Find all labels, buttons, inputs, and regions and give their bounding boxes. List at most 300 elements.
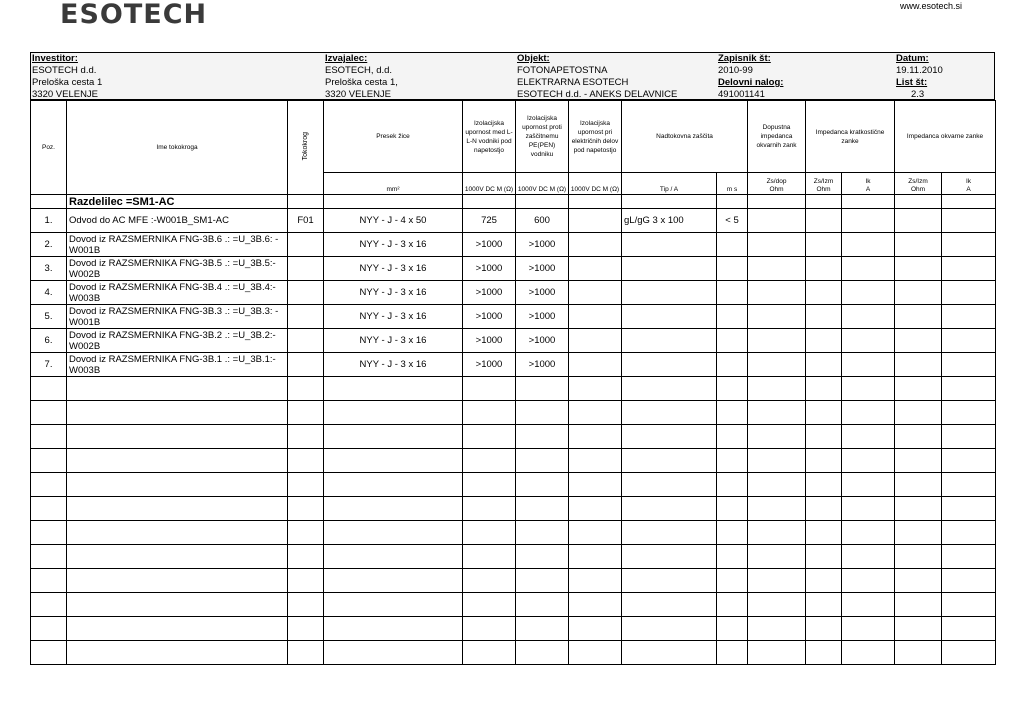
row-cell-empty <box>748 353 806 377</box>
row-cell-empty <box>942 377 996 401</box>
row-cell-empty <box>516 545 569 569</box>
investitor-line: ESOTECH d.d. <box>32 65 97 76</box>
row-cell-empty <box>895 305 942 329</box>
row-cell-empty <box>288 473 324 497</box>
row-cell-empty <box>942 305 996 329</box>
report-header <box>30 52 995 100</box>
row-presek: NYY - J - 3 x 16 <box>324 281 463 305</box>
unit-kr-zs: Zs/Izm Ohm <box>806 173 842 195</box>
col-header-ime: Ime tokokroga <box>67 101 288 195</box>
row-cell-empty <box>569 641 622 665</box>
row-cell-empty <box>842 545 895 569</box>
row-cell-empty <box>463 497 516 521</box>
row-nadtok-ms <box>717 353 748 377</box>
row-cell-empty <box>288 593 324 617</box>
row-cell-empty <box>31 377 67 401</box>
row-cell-empty <box>463 473 516 497</box>
row-cell-empty <box>622 617 717 641</box>
table-row-empty <box>31 497 996 521</box>
row-cell-empty <box>516 473 569 497</box>
row-cell-empty <box>31 569 67 593</box>
row-cell-empty <box>748 233 806 257</box>
row-cell-empty <box>288 401 324 425</box>
row-cell-empty <box>942 329 996 353</box>
row-nadtok-ms <box>717 257 748 281</box>
zapisnik-value: 2010-99 <box>718 65 753 76</box>
table-row-empty <box>31 401 996 425</box>
row-cell-empty <box>67 473 288 497</box>
row-cell-empty <box>717 425 748 449</box>
row-cell-empty <box>842 305 895 329</box>
row-cell-empty <box>516 521 569 545</box>
row-cell-empty <box>288 617 324 641</box>
unit-nadtok-ms: m s <box>717 173 748 195</box>
row-cell-empty <box>569 449 622 473</box>
table-row-empty <box>31 449 996 473</box>
unit-kr-ik: Ik A <box>842 173 895 195</box>
row-cell-empty <box>516 497 569 521</box>
row-cell-empty <box>324 593 463 617</box>
row-cell-empty <box>806 329 842 353</box>
row-cell-empty <box>842 641 895 665</box>
izvajalec-label: Izvajalec: <box>325 53 368 64</box>
row-cell-empty <box>842 281 895 305</box>
row-cell-empty <box>67 617 288 641</box>
row-cell-empty <box>842 233 895 257</box>
investitor-label: Investitor: <box>32 53 78 64</box>
row-ime: Odvod do AC MFE :-W001B_SM1-AC <box>67 209 288 233</box>
row-cell-empty <box>288 569 324 593</box>
row-cell-empty <box>717 593 748 617</box>
unit-ok-zs: Zs/Izm Ohm <box>895 173 942 195</box>
row-cell-empty <box>806 449 842 473</box>
col-header-presek: Presek žice <box>324 101 463 173</box>
row-cell-empty <box>717 377 748 401</box>
row-cell-empty <box>31 521 67 545</box>
table-row-empty <box>31 641 996 665</box>
row-izol-pe: >1000 <box>516 353 569 377</box>
row-cell-empty <box>748 617 806 641</box>
row-cell-empty <box>842 449 895 473</box>
row-izol-el <box>569 233 622 257</box>
table-row-empty <box>31 425 996 449</box>
row-izol-pe: >1000 <box>516 281 569 305</box>
row-cell-empty <box>806 593 842 617</box>
row-poz: 6. <box>31 329 67 353</box>
row-ime: Dovod iz RAZSMERNIKA FNG-3B.5 .: =U_3B.5:-W002B <box>67 257 288 281</box>
objekt-line: FOTONAPETOSTNA <box>517 65 608 76</box>
row-izol-ll: >1000 <box>463 281 516 305</box>
unit-izol-pe: 1000V DC M (Ω) <box>516 173 569 195</box>
unit-izol-el: 1000V DC M (Ω) <box>569 173 622 195</box>
row-cell-empty <box>806 425 842 449</box>
row-nadtok-ms <box>717 329 748 353</box>
row-cell-empty <box>895 401 942 425</box>
row-cell-empty <box>942 401 996 425</box>
row-cell-empty <box>569 593 622 617</box>
row-cell-empty <box>748 545 806 569</box>
row-cell-empty <box>942 617 996 641</box>
row-cell-empty <box>324 401 463 425</box>
row-cell-empty <box>516 641 569 665</box>
row-cell-empty <box>748 593 806 617</box>
investitor-block <box>32 53 102 101</box>
row-cell-empty <box>842 401 895 425</box>
row-cell-empty <box>717 617 748 641</box>
row-cell-empty <box>748 449 806 473</box>
row-poz: 2. <box>31 233 67 257</box>
row-cell-empty <box>516 617 569 641</box>
row-izol-ll: >1000 <box>463 353 516 377</box>
table-row-empty <box>31 617 996 641</box>
row-cell-empty <box>67 545 288 569</box>
row-cell-empty <box>806 521 842 545</box>
table-row-empty <box>31 569 996 593</box>
row-cell-empty <box>717 641 748 665</box>
row-cell-empty <box>288 641 324 665</box>
row-izol-el <box>569 305 622 329</box>
col-header-imp-kratko: Impedanca kratkostične zanke <box>806 101 895 173</box>
row-cell-empty <box>516 401 569 425</box>
table-row <box>31 209 996 233</box>
row-cell-empty <box>806 497 842 521</box>
row-cell-empty <box>842 209 895 233</box>
row-cell-empty <box>895 257 942 281</box>
row-cell-empty <box>622 521 717 545</box>
row-cell-empty <box>324 377 463 401</box>
unit-nadtok-tip: Tip / A <box>622 173 717 195</box>
table-row-empty <box>31 521 996 545</box>
row-presek: NYY - J - 3 x 16 <box>324 257 463 281</box>
row-izol-pe: >1000 <box>516 305 569 329</box>
row-tokokrog: F01 <box>288 209 324 233</box>
row-cell-empty <box>748 209 806 233</box>
row-cell-empty <box>842 569 895 593</box>
row-presek: NYY - J - 4 x 50 <box>324 209 463 233</box>
table-row <box>31 281 996 305</box>
row-cell-empty <box>942 545 996 569</box>
row-cell-empty <box>895 233 942 257</box>
row-cell-empty <box>569 569 622 593</box>
row-cell-empty <box>942 593 996 617</box>
row-cell-empty <box>748 377 806 401</box>
row-cell-empty <box>806 569 842 593</box>
row-cell-empty <box>895 449 942 473</box>
datum-value: 19.11.2010 <box>896 65 943 76</box>
row-cell-empty <box>288 521 324 545</box>
row-cell-empty <box>842 593 895 617</box>
row-cell-empty <box>895 521 942 545</box>
row-izol-ll: 725 <box>463 209 516 233</box>
row-cell-empty <box>569 617 622 641</box>
row-cell-empty <box>895 425 942 449</box>
row-cell-empty <box>31 425 67 449</box>
row-cell-empty <box>895 377 942 401</box>
row-presek: NYY - J - 3 x 16 <box>324 305 463 329</box>
row-izol-el <box>569 329 622 353</box>
row-presek: NYY - J - 3 x 16 <box>324 329 463 353</box>
row-cell-empty <box>31 449 67 473</box>
row-cell-empty <box>463 401 516 425</box>
row-nadtok-tip <box>622 233 717 257</box>
row-cell-empty <box>806 353 842 377</box>
row-nadtok-ms <box>717 233 748 257</box>
row-cell-empty <box>717 497 748 521</box>
row-cell-empty <box>31 545 67 569</box>
row-cell-empty <box>569 425 622 449</box>
row-cell-empty <box>31 617 67 641</box>
row-izol-pe: >1000 <box>516 257 569 281</box>
row-cell-empty <box>942 281 996 305</box>
row-izol-pe: >1000 <box>516 329 569 353</box>
row-cell-empty <box>717 473 748 497</box>
row-cell-empty <box>717 545 748 569</box>
table-row-empty <box>31 377 996 401</box>
row-cell-empty <box>622 497 717 521</box>
row-cell-empty <box>842 617 895 641</box>
row-cell-empty <box>31 497 67 521</box>
investitor-line: 3320 VELENJE <box>32 89 99 100</box>
row-cell-empty <box>31 641 67 665</box>
row-cell-empty <box>569 473 622 497</box>
row-cell-empty <box>463 641 516 665</box>
row-nadtok-ms <box>717 305 748 329</box>
unit-ok-ik: Ik A <box>942 173 996 195</box>
company-logo: ESOTECH <box>60 0 208 30</box>
row-cell-empty <box>324 521 463 545</box>
row-cell-empty <box>717 401 748 425</box>
row-nadtok-tip <box>622 329 717 353</box>
row-cell-empty <box>31 473 67 497</box>
row-cell-empty <box>942 425 996 449</box>
table-row <box>31 305 996 329</box>
objekt-line: ELEKTRARNA ESOTECH <box>517 77 629 88</box>
row-izol-el <box>569 281 622 305</box>
row-ime: Dovod iz RAZSMERNIKA FNG-3B.2 .: =U_3B.2:-W002B <box>67 329 288 353</box>
row-cell-empty <box>516 425 569 449</box>
row-cell-empty <box>569 377 622 401</box>
row-cell-empty <box>324 497 463 521</box>
row-cell-empty <box>324 569 463 593</box>
row-cell-empty <box>622 425 717 449</box>
investitor-line: Preloška cesta 1 <box>32 77 103 88</box>
row-nadtok-tip: gL/gG 3 x 100 <box>622 209 717 233</box>
row-cell-empty <box>895 569 942 593</box>
row-cell-empty <box>842 425 895 449</box>
row-poz: 5. <box>31 305 67 329</box>
row-cell-empty <box>67 401 288 425</box>
row-cell-empty <box>748 257 806 281</box>
row-cell-empty <box>288 425 324 449</box>
row-presek: NYY - J - 3 x 16 <box>324 233 463 257</box>
row-cell-empty <box>942 233 996 257</box>
row-cell-empty <box>806 281 842 305</box>
row-cell-empty <box>288 497 324 521</box>
row-cell-empty <box>942 353 996 377</box>
row-cell-empty <box>842 257 895 281</box>
row-cell-empty <box>67 569 288 593</box>
col-header-nadtok: Nadtokovna zaščita <box>622 101 748 173</box>
row-cell-empty <box>806 401 842 425</box>
row-cell-empty <box>806 233 842 257</box>
row-cell-empty <box>324 545 463 569</box>
zapisnik-block <box>718 53 783 101</box>
col-header-dop-imp: Dopustna impedanca okvarnih zank <box>748 101 806 173</box>
izvajalec-line: 3320 VELENJE <box>325 89 392 100</box>
table-row <box>31 233 996 257</box>
row-cell-empty <box>748 473 806 497</box>
row-cell-empty <box>31 401 67 425</box>
row-cell-empty <box>842 497 895 521</box>
table-row-empty <box>31 593 996 617</box>
row-cell-empty <box>622 377 717 401</box>
zapisnik-label: Zapisnik št: <box>718 53 771 64</box>
row-izol-pe: 600 <box>516 209 569 233</box>
row-ime: Dovod iz RAZSMERNIKA FNG-3B.4 .: =U_3B.4:-W003B <box>67 281 288 305</box>
row-cell-empty <box>942 209 996 233</box>
row-cell-empty <box>942 449 996 473</box>
row-cell-empty <box>569 521 622 545</box>
row-cell-empty <box>895 593 942 617</box>
row-cell-empty <box>942 641 996 665</box>
objekt-block <box>517 53 677 101</box>
nalog-label: Delovni nalog: <box>718 77 784 88</box>
row-cell-empty <box>806 545 842 569</box>
list-label: List št: <box>896 77 928 88</box>
row-cell-empty <box>516 593 569 617</box>
unit-dop: Zs/dop Ohm <box>748 173 806 195</box>
row-cell-empty <box>324 641 463 665</box>
row-cell-empty <box>67 521 288 545</box>
row-cell-empty <box>31 593 67 617</box>
row-cell-empty <box>942 473 996 497</box>
row-cell-empty <box>622 449 717 473</box>
row-poz: 4. <box>31 281 67 305</box>
row-ime: Dovod iz RAZSMERNIKA FNG-3B.6 .: =U_3B.6: -W001B <box>67 233 288 257</box>
datum-block <box>896 53 943 101</box>
row-cell-empty <box>516 569 569 593</box>
row-cell-empty <box>67 593 288 617</box>
website-link[interactable]: www.esotech.si <box>900 1 963 11</box>
row-cell-empty <box>806 305 842 329</box>
row-izol-el <box>569 209 622 233</box>
row-nadtok-ms <box>717 281 748 305</box>
col-header-poz: Poz. <box>31 101 67 195</box>
row-cell-empty <box>463 377 516 401</box>
row-cell-empty <box>748 401 806 425</box>
list-value: 2.3 <box>911 89 925 100</box>
row-nadtok-tip <box>622 257 717 281</box>
row-cell-empty <box>324 473 463 497</box>
row-cell-empty <box>717 521 748 545</box>
row-cell-empty <box>806 257 842 281</box>
row-cell-empty <box>516 449 569 473</box>
row-izol-ll: >1000 <box>463 257 516 281</box>
row-cell-empty <box>748 329 806 353</box>
row-cell-empty <box>895 545 942 569</box>
row-cell-empty <box>463 593 516 617</box>
row-cell-empty <box>748 425 806 449</box>
row-cell-empty <box>324 449 463 473</box>
row-cell-empty <box>942 569 996 593</box>
objekt-label: Objekt: <box>517 53 550 64</box>
row-cell-empty <box>463 617 516 641</box>
row-cell-empty <box>569 401 622 425</box>
row-cell-empty <box>288 449 324 473</box>
row-nadtok-tip <box>622 281 717 305</box>
col-header-tokokrog: Tokokrog <box>288 101 324 195</box>
datum-label: Datum: <box>896 53 929 64</box>
row-cell-empty <box>748 569 806 593</box>
row-cell-empty <box>67 641 288 665</box>
row-cell-empty <box>942 521 996 545</box>
row-cell-empty <box>516 377 569 401</box>
row-cell-empty <box>895 617 942 641</box>
row-ime: Dovod iz RAZSMERNIKA FNG-3B.3 .: =U_3B.3: -W001B <box>67 305 288 329</box>
section-title: Razdelilec =SM1-AC <box>67 195 288 209</box>
row-cell-empty <box>463 449 516 473</box>
row-cell-empty <box>842 329 895 353</box>
row-cell-empty <box>942 257 996 281</box>
izvajalec-line: ESOTECH, d.d. <box>325 65 393 76</box>
row-cell-empty <box>895 329 942 353</box>
row-cell-empty <box>806 641 842 665</box>
row-tokokrog <box>288 257 324 281</box>
row-cell-empty <box>67 425 288 449</box>
row-cell-empty <box>622 545 717 569</box>
row-cell-empty <box>806 209 842 233</box>
row-izol-ll: >1000 <box>463 233 516 257</box>
col-header-imp-okv: Impedanca okvarne zanke <box>895 101 996 173</box>
row-cell-empty <box>806 617 842 641</box>
row-cell-empty <box>569 545 622 569</box>
row-poz: 7. <box>31 353 67 377</box>
row-cell-empty <box>748 521 806 545</box>
row-poz: 1. <box>31 209 67 233</box>
row-cell-empty <box>842 377 895 401</box>
row-cell-empty <box>895 497 942 521</box>
row-cell-empty <box>622 569 717 593</box>
row-cell-empty <box>717 449 748 473</box>
row-izol-pe: >1000 <box>516 233 569 257</box>
row-tokokrog <box>288 329 324 353</box>
row-cell-empty <box>622 401 717 425</box>
row-cell-empty <box>842 473 895 497</box>
row-cell-empty <box>717 569 748 593</box>
unit-presek: mm² <box>324 173 463 195</box>
row-cell-empty <box>806 377 842 401</box>
row-cell-empty <box>806 473 842 497</box>
row-izol-el <box>569 353 622 377</box>
row-cell-empty <box>895 353 942 377</box>
row-poz: 3. <box>31 257 67 281</box>
measurement-table <box>30 100 996 665</box>
row-cell-empty <box>622 641 717 665</box>
row-tokokrog <box>288 305 324 329</box>
row-cell-empty <box>895 641 942 665</box>
row-nadtok-tip <box>622 353 717 377</box>
row-tokokrog <box>288 281 324 305</box>
row-cell-empty <box>463 545 516 569</box>
table-row-empty <box>31 545 996 569</box>
row-cell-empty <box>895 281 942 305</box>
row-cell-empty <box>895 473 942 497</box>
row-cell-empty <box>324 425 463 449</box>
row-cell-empty <box>288 545 324 569</box>
row-izol-ll: >1000 <box>463 305 516 329</box>
row-cell-empty <box>748 281 806 305</box>
row-nadtok-ms: < 5 <box>717 209 748 233</box>
